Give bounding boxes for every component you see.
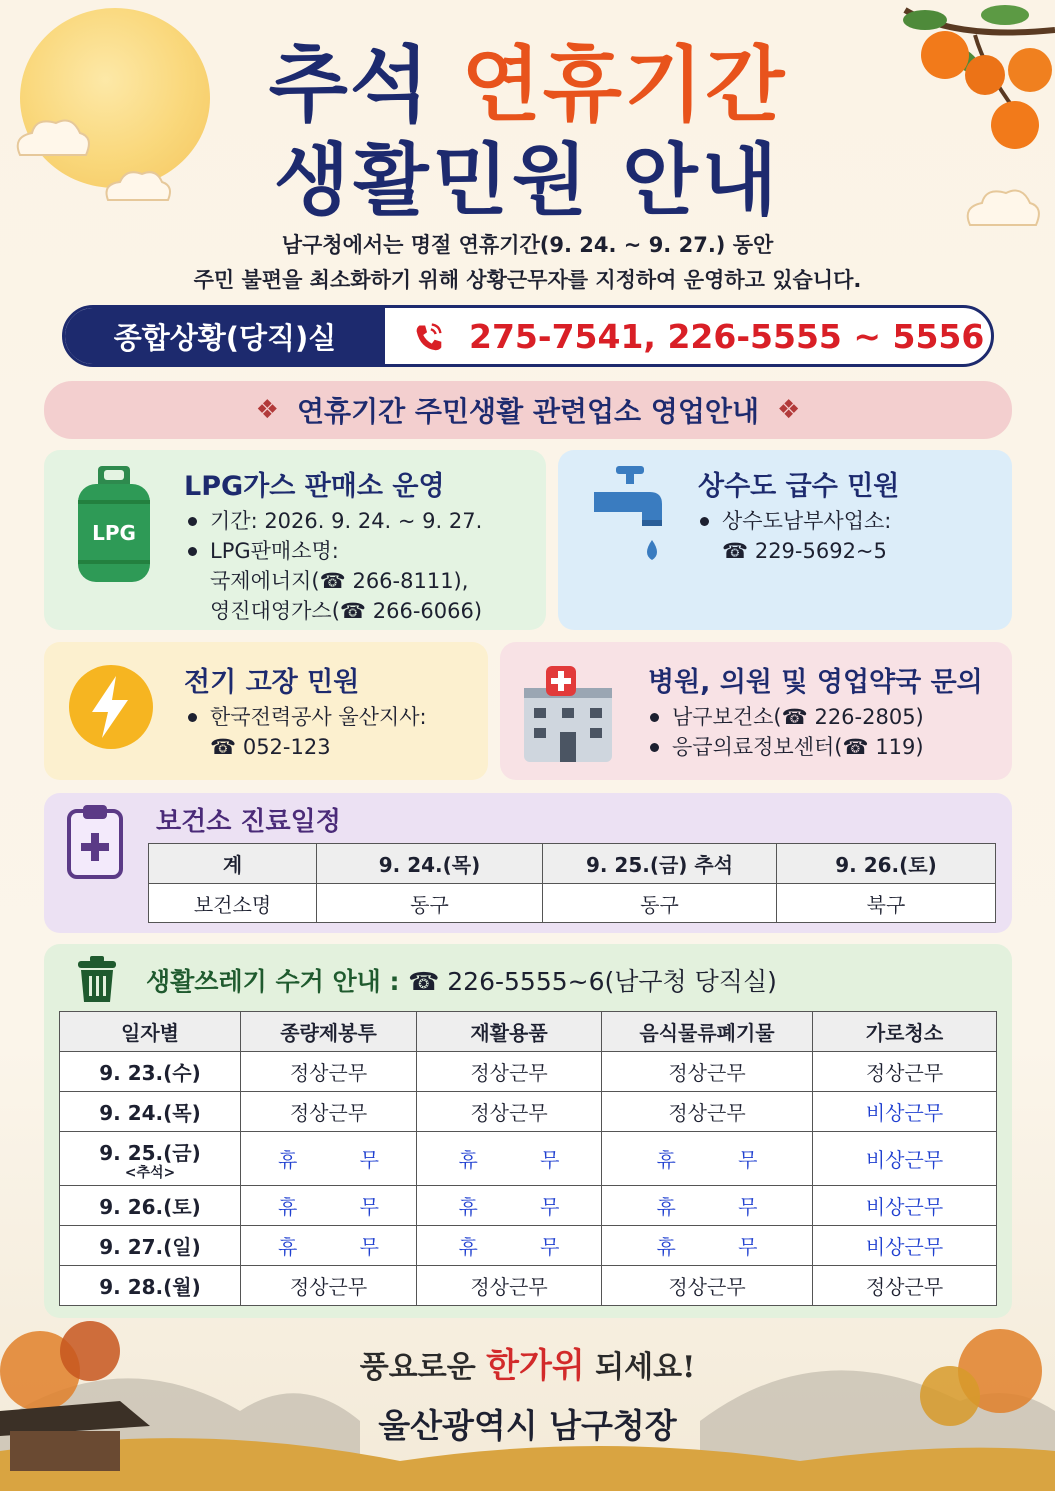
trash-cell: 비상근무 [813,1226,997,1266]
water-title: 상수도 급수 민원 [698,471,900,502]
clinic-title: 보건소 진료일정 [156,807,341,837]
trash-day-cell [60,1132,241,1186]
table-row [60,1052,997,1092]
lpg-period: 기간: 2026. 9. 24. ~ 9. 27. [186,506,482,536]
clinic-row [149,884,996,923]
hospital-title: 병원, 의원 및 영업약국 문의 [648,667,983,698]
trash-header: 음식물류폐기물 [602,1012,813,1052]
intro-line-1: 남구청에서는 명절 연휴기간(9. 24. ~ 9. 27.) 동안 [281,233,774,257]
clinic-cell: 동구 [317,884,543,923]
table-row [60,1092,997,1132]
trash-day: 9. 25.(금) [99,1141,201,1165]
trash-collection-card [44,944,1012,1318]
water-phone: ☎ 229-5692~5 [722,539,887,563]
subtitle: 생활민원 안내 [273,136,782,226]
trash-header: 종량제봉투 [241,1012,417,1052]
trash-cell: 비상근무 [813,1092,997,1132]
phone-icon [409,317,447,355]
trash-table [59,1011,997,1306]
table-row [60,1226,997,1266]
electric-card [44,642,488,780]
intro-line-2: 주민 불편을 최소화하기 위해 상황근무자를 지정하여 운영하고 있습니다. [193,268,862,292]
trash-cell: 휴 무 [417,1132,602,1186]
trash-cell: 비상근무 [813,1186,997,1226]
clipboard-icon [66,803,124,879]
title-holiday-period: 연휴기간 [461,38,787,133]
gas-cylinder-icon [74,464,154,584]
ornament-icon: ❖ [777,395,801,425]
clinic-schedule-card [44,793,1012,933]
trash-day: 9. 26.(토) [60,1186,241,1226]
footer-organization: 울산광역시 남구청장 [378,1406,677,1445]
hospital-icon [520,666,616,766]
lightning-icon [68,664,154,750]
greeting-before: 풍요로운 [359,1350,476,1385]
banner-title: 연휴기간 주민생활 관련업소 영업안내 [296,395,759,428]
trash-cell: 정상근무 [417,1266,602,1306]
trash-day: 9. 23.(수) [60,1052,241,1092]
electric-title: 전기 고장 민원 [184,667,360,698]
trash-cell: 정상근무 [241,1092,417,1132]
greeting-after: 되세요! [595,1350,696,1385]
lpg-store-2: 영진대영가스(☎ 266-6066) [210,599,483,623]
trash-header: 재활용품 [417,1012,602,1052]
trash-title [146,962,777,998]
trash-cell: 휴 무 [602,1132,813,1186]
trash-phone: ☎ 226-5555~6(남구청 당직실) [408,967,777,996]
trash-header-row [60,1012,997,1052]
trash-header: 일자별 [60,1012,241,1052]
intro-text [0,228,1055,298]
trash-day: 9. 24.(목) [60,1092,241,1132]
hospital-item-1: 남구보건소(☎ 226-2805) [648,702,924,732]
electric-info-list [186,702,427,762]
lpg-store-1: 국제에너지(☎ 266-8111), [210,569,469,593]
clinic-cell: 북구 [777,884,996,923]
business-hours-banner [44,381,1012,439]
water-info-list [698,506,891,566]
clinic-header: 9. 26.(토) [777,844,996,884]
trash-cell: 정상근무 [602,1266,813,1306]
trash-day: 9. 27.(일) [60,1226,241,1266]
trash-title-text: 생활쓰레기 수거 안내 : [146,967,400,996]
table-row [60,1266,997,1306]
hotline-number: 275-7541, 226-5555 ~ 5556 [469,316,985,356]
lpg-title: LPG가스 판매소 운영 [184,471,445,502]
clinic-header: 계 [149,844,317,884]
trash-cell: 정상근무 [241,1052,417,1092]
greeting-highlight: 한가위 [486,1346,585,1386]
electric-phone: ☎ 052-123 [210,735,331,759]
trash-cell: 휴 무 [241,1132,417,1186]
trash-cell: 정상근무 [813,1266,997,1306]
table-row [60,1132,997,1186]
trash-cell: 휴 무 [417,1226,602,1266]
table-row [60,1186,997,1226]
lpg-card [44,450,546,630]
hospital-card [500,642,1012,780]
clinic-header: 9. 24.(목) [317,844,543,884]
trash-day: 9. 28.(월) [60,1266,241,1306]
trash-cell: 휴 무 [417,1186,602,1226]
trash-cell: 비상근무 [813,1132,997,1186]
ornament-icon: ❖ [255,395,279,425]
clinic-cell: 동구 [543,884,777,923]
lpg-icon-label: LPG [92,521,136,545]
hotline-bar [62,305,994,367]
clinic-table [148,843,996,923]
electric-office: 한국전력공사 울산지사: [186,702,427,732]
trash-cell: 정상근무 [813,1052,997,1092]
footer-greeting [0,1338,1055,1387]
trash-cell: 정상근무 [417,1092,602,1132]
water-office: 상수도남부사업소: [698,506,891,536]
autumn-landscape-decoration [0,1301,1055,1491]
trash-cell: 휴 무 [241,1226,417,1266]
hotline-label: 종합상황(당직)실 [65,308,385,364]
trash-cell: 휴 무 [241,1186,417,1226]
trash-header: 가로청소 [813,1012,997,1052]
faucet-icon [590,462,670,572]
clinic-header-row [149,844,996,884]
trash-cell: 휴 무 [602,1226,813,1266]
trash-bin-icon [76,956,118,1004]
trash-cell: 정상근무 [241,1266,417,1306]
trash-cell: 정상근무 [417,1052,602,1092]
trash-cell: 휴 무 [602,1186,813,1226]
water-card [558,450,1012,630]
trash-cell: 정상근무 [602,1092,813,1132]
clinic-cell: 보건소명 [149,884,317,923]
title-chuseok: 추석 [268,38,431,133]
hospital-item-2: 응급의료정보센터(☎ 119) [648,732,924,762]
lpg-stores-label: LPG판매소명: [186,536,482,566]
lpg-info-list [186,506,482,626]
hospital-info-list [648,702,924,762]
trash-cell: 정상근무 [602,1052,813,1092]
clinic-header: 9. 25.(금) 추석 [543,844,777,884]
trash-day-note: <추석> [124,1165,176,1181]
